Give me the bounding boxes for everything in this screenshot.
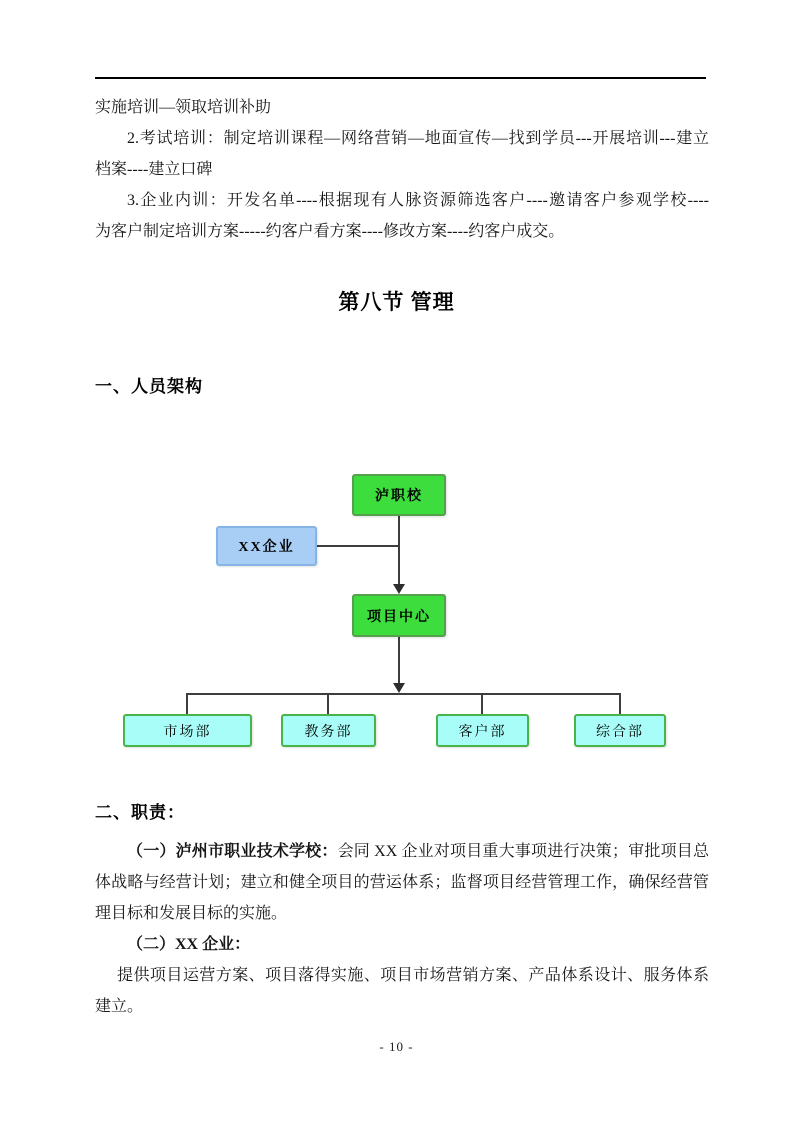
bold-run: （一）泸州市职业技术学校：	[127, 843, 338, 860]
arrow-down-icon	[393, 683, 405, 693]
text-line: 提供项目运营方案、项目落得实施、项目市场营销方案、产品体系设计、服务体系	[117, 967, 709, 984]
connector-line-dept-bus	[186, 693, 621, 695]
text-line: 体战略与经营计划；建立和健全项目的营运体系；监督项目经营管理工作，确保经营管	[95, 874, 709, 891]
section-heading-duties: 二、职责：	[95, 803, 185, 822]
page-number: - 10 -	[379, 1039, 414, 1054]
text-line: 为客户制定培训方案-----约客户看方案----修改方案----约客户成交。	[95, 223, 565, 240]
connector-drop-teaching	[327, 693, 329, 715]
connector-line-center-to-depts	[398, 637, 400, 684]
arrow-down-icon	[393, 584, 405, 594]
org-node-teaching-dept: 教务部	[281, 714, 376, 747]
section-heading-personnel: 一、人员架构	[95, 377, 203, 396]
bold-run: （二）XX 企业：	[127, 936, 251, 953]
org-node-school: 泸职校	[352, 474, 446, 516]
org-node-customer-dept: 客户部	[436, 714, 529, 747]
org-node-project-center: 项目中心	[352, 594, 446, 637]
intro-paragraph-block	[95, 92, 709, 247]
connector-line-school-to-center	[398, 516, 400, 586]
text-line: 档案----建立口碑	[95, 161, 213, 178]
org-node-general-dept: 综合部	[574, 714, 666, 747]
chapter-heading: 第八节 管理	[338, 290, 455, 314]
text-line: （一）泸州市职业技术学校：会同 XX 企业对项目重大事项进行决策；审批项目总	[127, 843, 709, 860]
text-line: 理目标和发展目标的实施。	[95, 905, 288, 922]
text-line	[95, 929, 709, 960]
connector-drop-general	[619, 693, 621, 715]
text-line: 建立。	[95, 998, 144, 1015]
org-node-xx-company: XX企业	[216, 526, 317, 566]
text-line: 3.企业内训：开发名单----根据现有人脉资源筛选客户----邀请客户参观学校----	[127, 192, 709, 209]
text-line: 实施培训—领取培训补助	[95, 99, 272, 116]
org-node-marketing-dept: 市场部	[123, 714, 252, 747]
connector-drop-customer	[481, 693, 483, 715]
text-line: 2.考试培训：制定培训课程—网络营销—地面宣传—找到学员---开展培训---建立	[127, 130, 709, 147]
connector-line-xxcompany	[317, 545, 399, 547]
duty-paragraph-block	[95, 836, 709, 1022]
header-rule	[95, 77, 706, 79]
connector-drop-marketing	[186, 693, 188, 715]
